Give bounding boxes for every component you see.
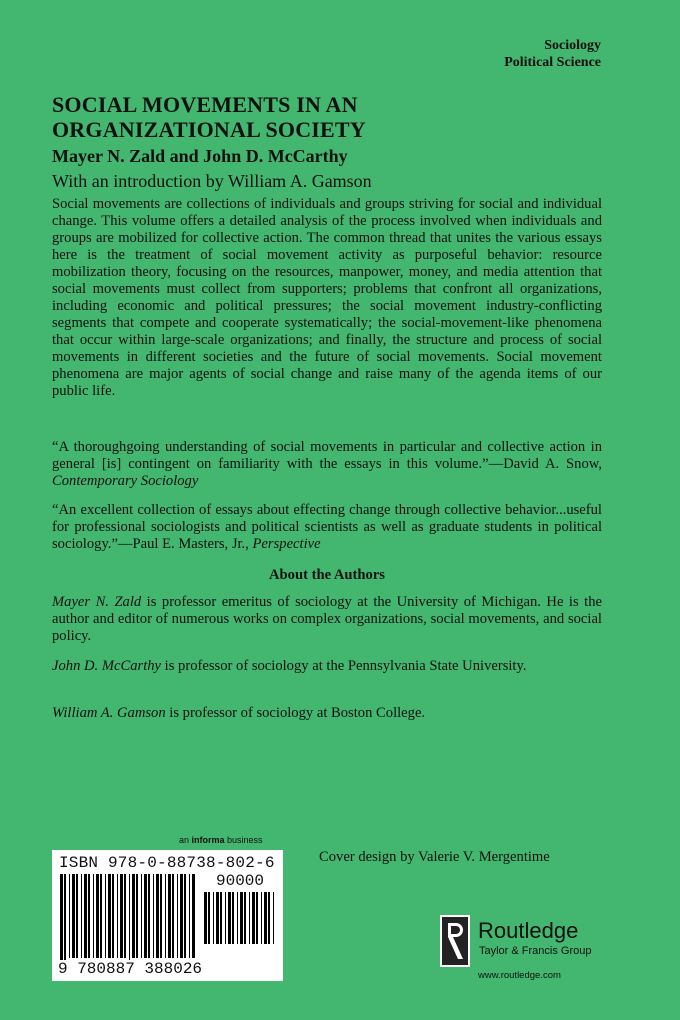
addon-barcode-bars: [204, 892, 276, 952]
barcode-bar: [180, 874, 183, 958]
barcode-bar: [264, 892, 267, 944]
author-bio-gamson: [52, 705, 602, 722]
barcode-bar: [132, 874, 135, 958]
barcode-bar: [148, 874, 150, 958]
barcode-bar: [225, 892, 226, 944]
about-authors-heading: About the Authors: [269, 567, 385, 583]
ean-barcode-bars: [60, 874, 198, 966]
subject-political-science: Political Science: [504, 55, 601, 70]
barcode-bar: [228, 892, 231, 944]
barcode-bar: [153, 874, 154, 958]
barcode-bar: [93, 874, 94, 958]
barcode-bar: [156, 874, 159, 958]
price-addon-number: 90000: [215, 872, 264, 890]
barcode-bar: [120, 874, 123, 958]
book-introduction-credit: With an introduction by William A. Gamson: [52, 171, 372, 191]
informa-business-label: [179, 835, 263, 845]
title-line-2: ORGANIZATIONAL SOCIETY: [52, 117, 366, 142]
publisher-website: www.routledge.com: [478, 970, 561, 981]
barcode-bar: [76, 874, 78, 958]
barcode-bar: [124, 874, 126, 958]
barcode-bar: [232, 892, 234, 944]
quote-text: “An excellent collection of essays about effecting change through collective behavior...useful for professional sociologists and political scientists as well as graduate students in political sociology.”—Paul E. Masters, Jr.,: [52, 502, 602, 552]
barcode-bar: [108, 874, 111, 958]
cover-design-credit: Cover design by Valerie V. Mergentime: [319, 849, 550, 865]
barcode-bar: [160, 874, 162, 958]
barcode-bar: [117, 874, 118, 958]
bio-text: is professor of sociology at the Pennsylvania State University.: [161, 658, 527, 674]
ean-number: 9 780887 388026: [58, 960, 203, 978]
barcode-bar: [252, 892, 255, 944]
barcode-bar: [105, 874, 106, 958]
barcode-bar: [237, 892, 238, 944]
barcode: [52, 850, 283, 981]
barcode-bar: [177, 874, 178, 958]
book-authors: Mayer N. Zald and John D. McCarthy: [52, 146, 348, 166]
barcode-bar: [69, 874, 70, 958]
barcode-bar: [88, 874, 90, 958]
barcode-bar: [168, 874, 171, 958]
book-description: Social movements are collections of individuals and groups striving for social and individual change. This volume offers a detailed analysis of the process involved when individuals and groups are mobilized for collective action. The common thread that unites the various essays here is the treatment of social movement activity as purposeful behavior: resource mobilization theory, focusing on the resources, manpower, money, and media attention that social movements must collect from supporters; problems that confront all organizations, including economic and political pressures; the social movement industry-conflicting segments that compete and cooperate systematically; the social-movement-like phenomena that occur within large-scale organizations; and finally, the structure and process of social movements in different societies and the future of social movements. Social movement phenomena are major agents of social change and raise many of the agenda items of our public life.: [52, 196, 602, 399]
barcode-bar: [165, 874, 166, 958]
barcode-bar: [141, 874, 142, 958]
barcode-bar: [204, 892, 207, 944]
barcode-bar: [184, 874, 186, 958]
bio-name: John D. McCarthy: [52, 658, 162, 674]
quote-text: “A thoroughgoing understanding of social movements in particular and collective action in general [is] contingent on familiarity with the essays in this volume.”—David A. Snow,: [52, 439, 602, 472]
barcode-bar: [144, 874, 147, 958]
barcode-bar: [268, 892, 270, 944]
publisher-group: Taylor & Francis Group: [479, 945, 592, 957]
barcode-bar: [213, 892, 214, 944]
informa-prefix: an: [179, 835, 192, 845]
barcode-bar: [136, 874, 138, 958]
barcode-bar: [240, 892, 243, 944]
bio-name: Mayer N. Zald: [52, 594, 142, 610]
isbn-text: ISBN 978-0-88738-802-6: [59, 854, 275, 872]
barcode-bar: [72, 874, 75, 958]
subject-categories: [504, 37, 601, 71]
informa-brand: informa: [191, 835, 225, 845]
review-quote-masters: [52, 502, 602, 553]
barcode-bar: [172, 874, 174, 958]
barcode-bar: [189, 874, 190, 958]
bio-text: is professor emeritus of sociology at the University of Michigan. He is the author and editor of numerous works on complex organizations, social movements, and social policy.: [52, 594, 602, 644]
subject-sociology: Sociology: [544, 38, 601, 53]
barcode-bar: [256, 892, 258, 944]
barcode-bar: [273, 892, 274, 944]
author-bio-zald: [52, 594, 602, 645]
barcode-bar: [81, 874, 82, 958]
quote-source: Perspective: [252, 536, 321, 552]
publisher-name: Routledge: [478, 918, 579, 943]
barcode-bar: [64, 874, 66, 966]
review-quote-snow: [52, 439, 602, 490]
barcode-bar: [208, 892, 210, 944]
barcode-bar: [129, 874, 130, 966]
barcode-bar: [84, 874, 87, 958]
barcode-bar: [249, 892, 250, 944]
title-line-1: SOCIAL MOVEMENTS IN AN: [52, 92, 358, 117]
barcode-bar: [261, 892, 262, 944]
barcode-bar: [100, 874, 102, 958]
book-title: [52, 92, 366, 142]
author-bio-mccarthy: [52, 658, 602, 675]
routledge-logo-icon: [440, 915, 470, 967]
informa-suffix: business: [224, 835, 263, 845]
barcode-bar: [96, 874, 99, 958]
barcode-bar: [60, 874, 63, 966]
barcode-bar: [244, 892, 246, 944]
barcode-bar: [112, 874, 114, 958]
barcode-bar: [216, 892, 219, 944]
bio-text: is professor of sociology at Boston College.: [165, 705, 426, 721]
barcode-bar: [220, 892, 222, 944]
barcode-bar: [192, 874, 195, 958]
quote-source: Contemporary Sociology: [52, 473, 199, 489]
bio-name: William A. Gamson: [52, 705, 166, 721]
